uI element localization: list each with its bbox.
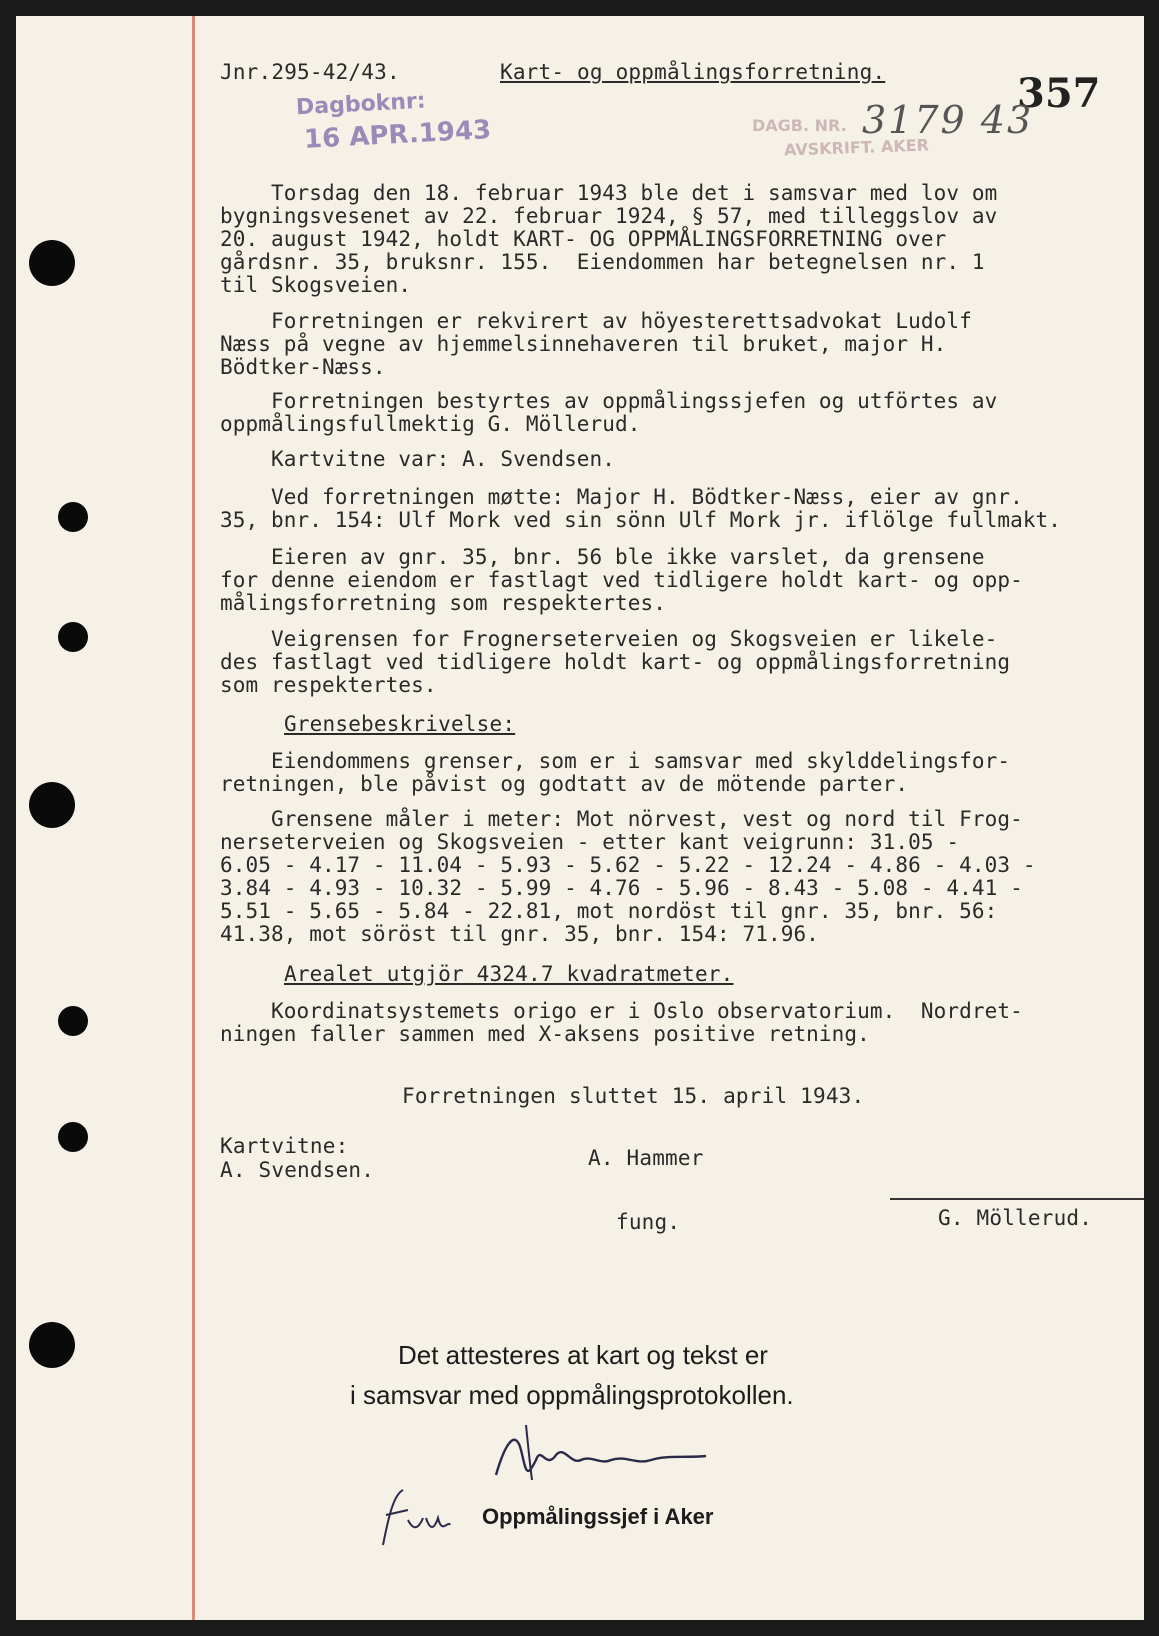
area-statement: Arealet utgjör 4324.7 kvadratmeter. bbox=[284, 962, 734, 986]
text-line: målingsforretning som respektertes. bbox=[220, 591, 667, 615]
body-paragraph bbox=[220, 546, 1120, 615]
text-line: retningen, ble påvist og godtatt av de mötende parter. bbox=[220, 772, 909, 796]
signature-line bbox=[890, 1198, 1144, 1200]
text-line: Forretningen bestyrtes av oppmålingssjefen og utförtes av bbox=[220, 389, 998, 413]
signer-hammer-role: fung. bbox=[616, 1210, 681, 1234]
body-paragraph bbox=[220, 390, 1120, 436]
body-paragraph bbox=[220, 448, 1120, 471]
text-line: Ved forretningen møtte: Major H. Bödtker-Næss, eier av gnr. bbox=[220, 485, 1023, 509]
body-paragraph bbox=[220, 310, 1120, 379]
text-line: Forretningen er rekvirert av höyesterettsadvokat Ludolf bbox=[220, 309, 972, 333]
text-line: Næss på vegne av hjemmelsinnehaveren til bruket, major H. bbox=[220, 332, 947, 356]
text-line: Bödtker-Næss. bbox=[220, 355, 386, 379]
punch-hole bbox=[29, 1322, 75, 1368]
faint-avskrift-stamp: AVSKRIFT. AKER bbox=[783, 135, 930, 160]
text-line: Veigrensen for Frognerseterveien og Skogsveien er likele- bbox=[220, 627, 998, 651]
document-heading: Kart- og oppmålingsforretning. bbox=[500, 60, 886, 84]
grense-paragraph bbox=[220, 750, 1120, 796]
text-line: 3.84 - 4.93 - 10.32 - 5.99 - 4.76 - 5.96 - 8.43 - 5.08 - 4.41 - bbox=[220, 876, 1023, 900]
text-line: bygningsvesenet av 22. februar 1924, § 57, med tilleggslov av bbox=[220, 204, 998, 228]
text-line: 41.38, mot söröst til gnr. 35, bnr. 154: 71.96. bbox=[220, 922, 819, 946]
signer-hammer: A. Hammer bbox=[588, 1146, 704, 1170]
punch-hole bbox=[58, 1006, 88, 1036]
witness-label: Kartvitne: bbox=[220, 1134, 349, 1158]
attestation-line-1: Det attesteres at kart og tekst er bbox=[398, 1340, 768, 1370]
punch-hole bbox=[58, 1122, 88, 1152]
fung-handwriting bbox=[378, 1480, 458, 1550]
witness-name: A. Svendsen. bbox=[220, 1158, 375, 1182]
signer-mollerud: G. Möllerud. bbox=[938, 1206, 1093, 1230]
punch-hole bbox=[58, 502, 88, 532]
text-line: 20. august 1942, holdt KART- OG OPPMÅLINGSFORRETNING over bbox=[220, 227, 947, 251]
text-line: Grensene måler i meter: Mot nörvest, vest og nord til Frog- bbox=[220, 807, 1023, 831]
text-line: ningen faller sammen med X-aksens positive retning. bbox=[220, 1022, 870, 1046]
text-line: som respektertes. bbox=[220, 673, 437, 697]
attestation-title: Oppmålingssjef i Aker bbox=[482, 1504, 714, 1529]
text-line: nerseterveien og Skogsveien - etter kant veigrunn: 31.05 - bbox=[220, 830, 960, 854]
dagbok-stamp-label: Dagboknr: bbox=[295, 88, 427, 121]
text-line: Koordinatsystemets origo er i Oslo observatorium. Nordret- bbox=[220, 999, 1023, 1023]
body-paragraph bbox=[220, 182, 1120, 297]
text-line: for denne eiendom er fastlagt ved tidligere holdt kart- og opp- bbox=[220, 568, 1023, 592]
attestation-line-2: i samsvar med oppmålingsprotokollen. bbox=[350, 1380, 794, 1410]
text-line: Torsdag den 18. februar 1943 ble det i samsvar med lov om bbox=[220, 181, 998, 205]
grense-measurements bbox=[220, 808, 1120, 946]
text-line: oppmålingsfullmektig G. Möllerud. bbox=[220, 412, 641, 436]
punch-hole bbox=[58, 622, 88, 652]
text-line: til Skogsveien. bbox=[220, 273, 412, 297]
dagbok-stamp-date: 16 APR.1943 bbox=[303, 115, 492, 155]
faint-dagb-stamp: DAGB. NR. bbox=[752, 116, 847, 135]
journal-number: Jnr.295-42/43. bbox=[220, 60, 400, 84]
punch-hole bbox=[29, 782, 75, 828]
handwritten-reference: 3179 43 bbox=[862, 98, 1034, 142]
grense-heading: Grensebeskrivelse: bbox=[284, 712, 516, 736]
punch-hole bbox=[29, 240, 75, 286]
hammer-signature bbox=[486, 1420, 716, 1490]
text-line: 6.05 - 4.17 - 11.04 - 5.93 - 5.62 - 5.22 - 12.24 - 4.86 - 4.03 - bbox=[220, 853, 1036, 877]
body-paragraph bbox=[220, 486, 1120, 532]
ended-statement: Forretningen sluttet 15. april 1943. bbox=[402, 1084, 865, 1108]
text-line: Eiendommens grenser, som er i samsvar med skylddelingsfor- bbox=[220, 749, 1011, 773]
body-paragraph bbox=[220, 628, 1120, 697]
page-number: 357 bbox=[1017, 70, 1101, 117]
margin-rule bbox=[192, 16, 195, 1620]
text-line: gårdsnr. 35, bruksnr. 155. Eiendommen har betegnelsen nr. 1 bbox=[220, 250, 985, 274]
text-line: 5.51 - 5.65 - 5.84 - 22.81, mot nordöst til gnr. 35, bnr. 56: bbox=[220, 899, 998, 923]
text-line: Eieren av gnr. 35, bnr. 56 ble ikke varslet, da grensene bbox=[220, 545, 985, 569]
coordinate-note bbox=[220, 1000, 1120, 1046]
text-line: des fastlagt ved tidligere holdt kart- og oppmålingsforretning bbox=[220, 650, 1011, 674]
text-line: Kartvitne var: A. Svendsen. bbox=[220, 447, 616, 471]
text-line: 35, bnr. 154: Ulf Mork ved sin sönn Ulf Mork jr. iflölge fullmakt. bbox=[220, 508, 1062, 532]
document-page bbox=[16, 16, 1144, 1620]
